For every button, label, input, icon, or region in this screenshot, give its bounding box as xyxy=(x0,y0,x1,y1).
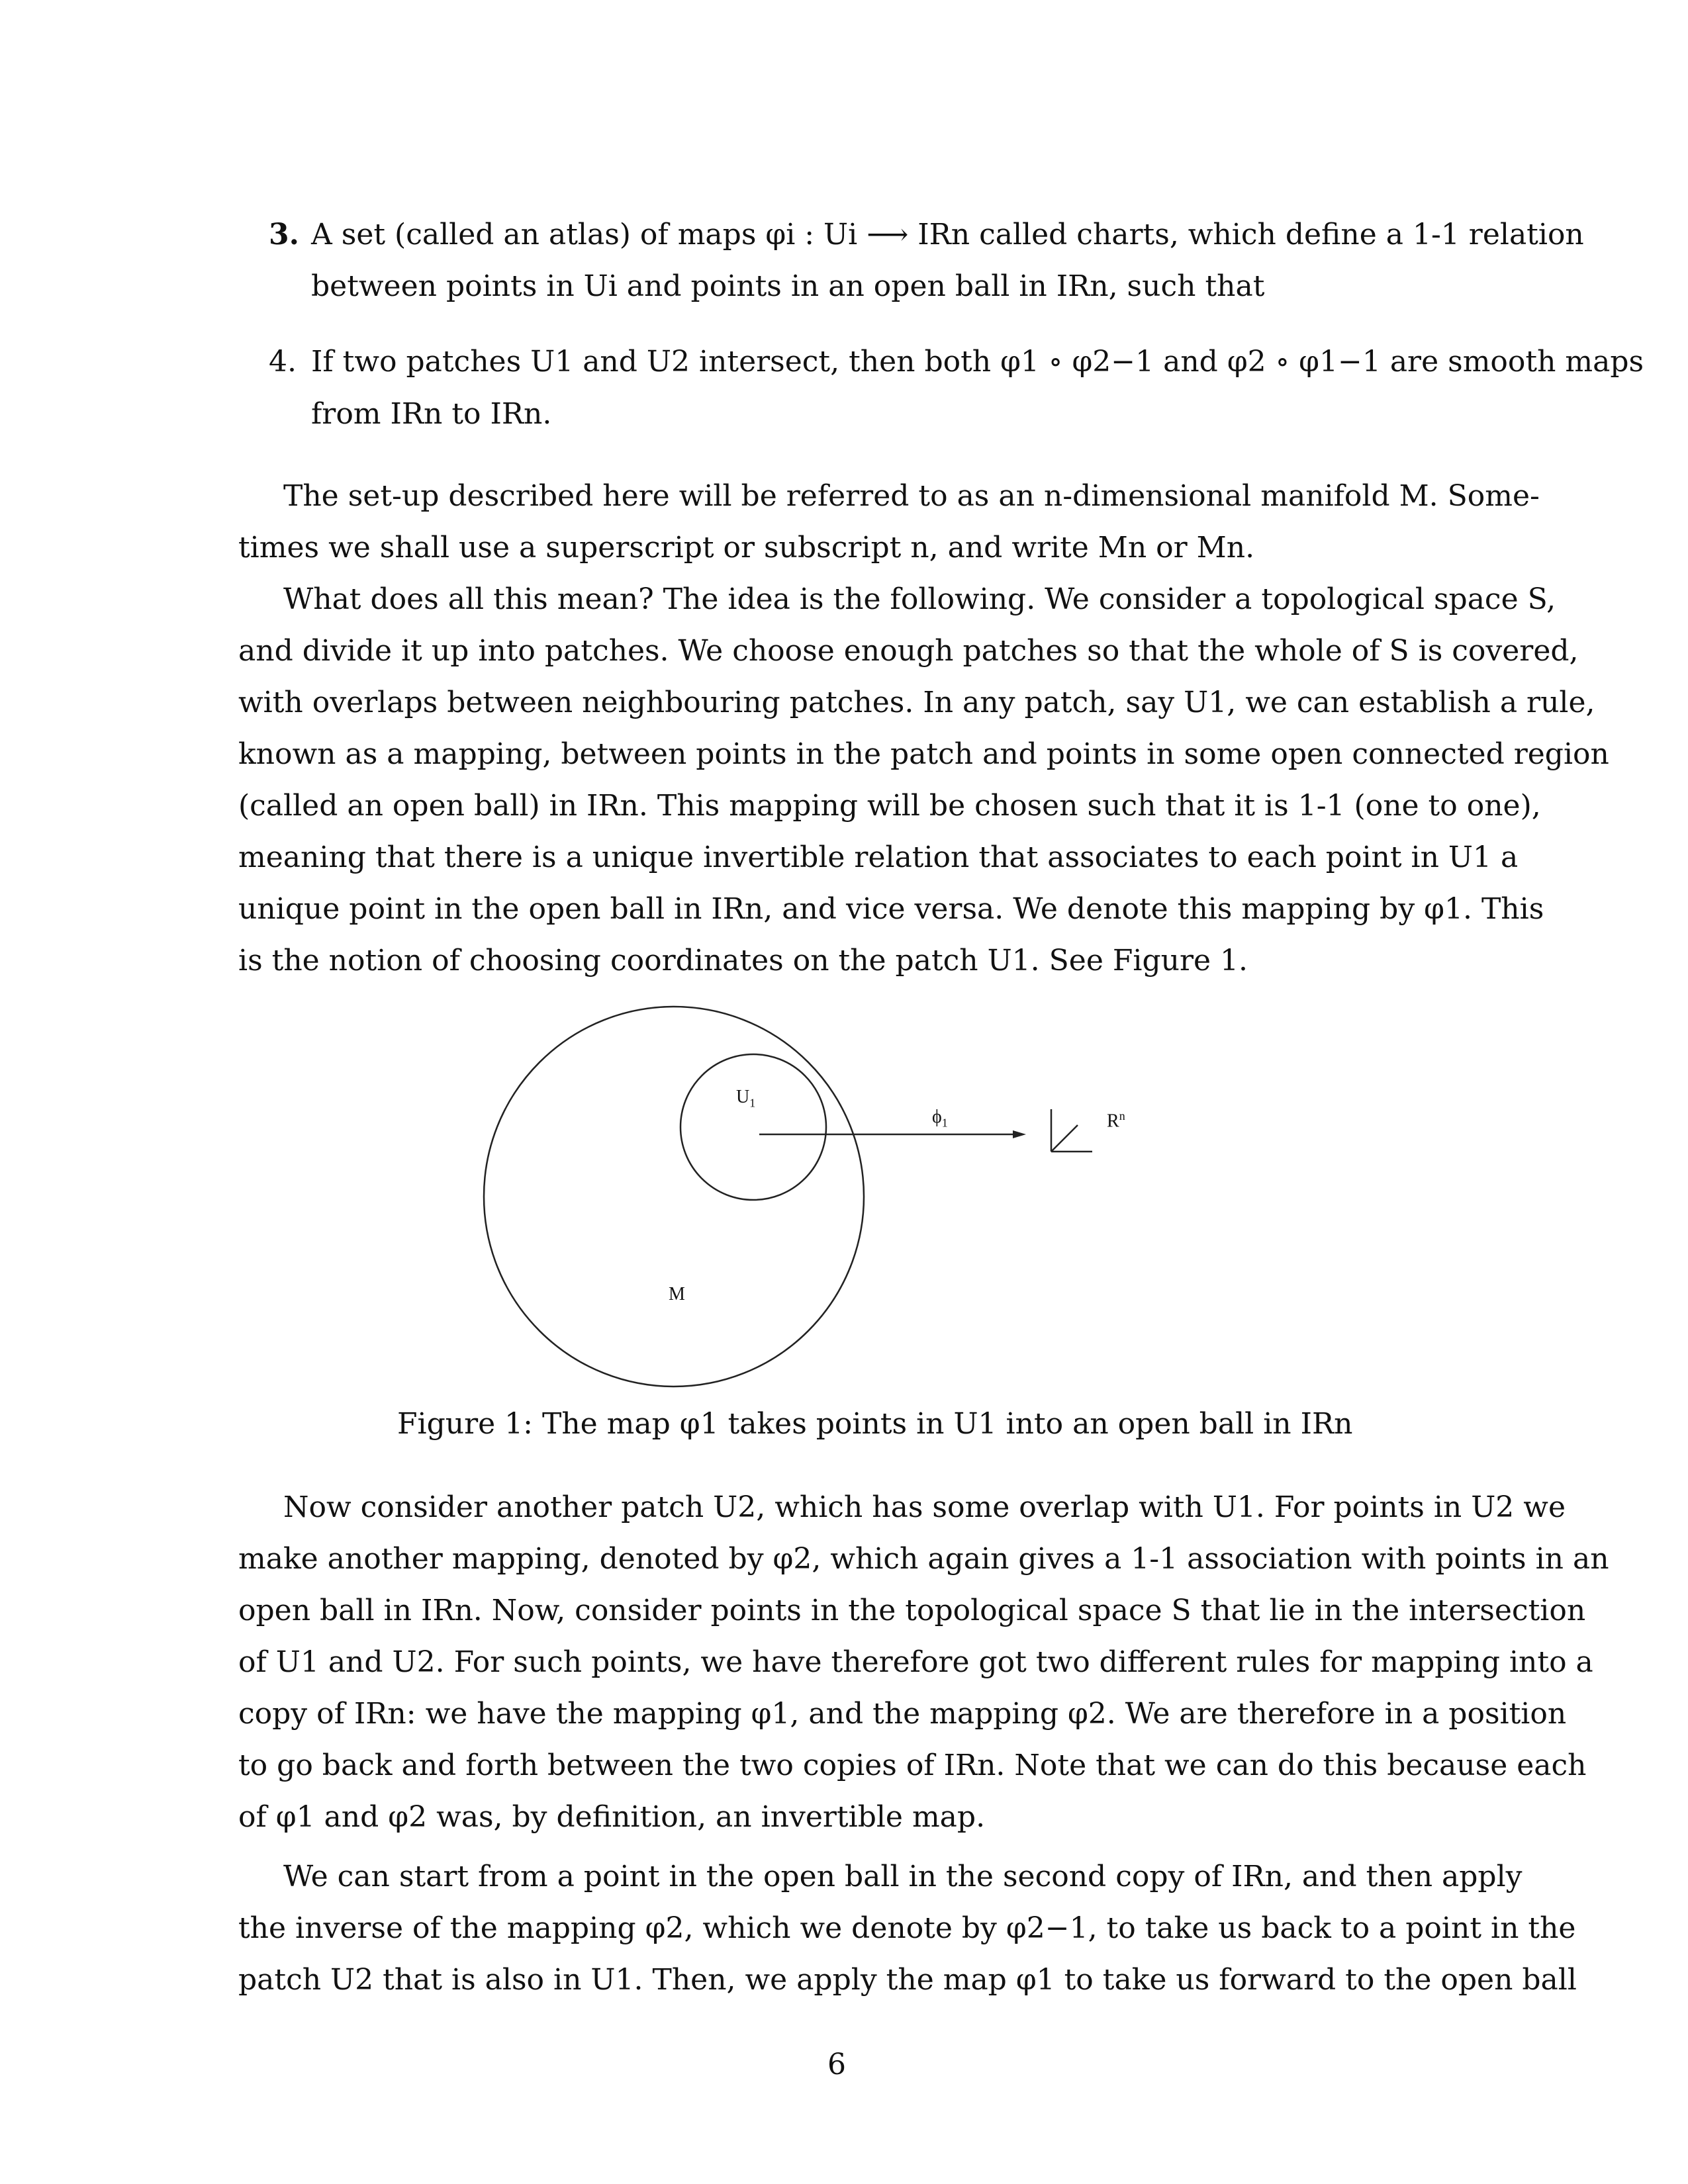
p3-line-6: to go back and forth between the two copies of IRn. Note that we can do this because each xyxy=(238,1749,1587,1782)
p3-line-4: of U1 and U2. For such points, we have therefore got two different rules for mapping into a xyxy=(238,1645,1593,1679)
figure-label-m: M xyxy=(669,1284,685,1304)
p4-line-2: the inverse of the mapping φ2, which we denote by φ2−1, to take us back to a point in the xyxy=(238,1911,1576,1945)
item-3-number: 3. xyxy=(269,218,299,251)
item-4-number: 4. xyxy=(269,345,297,379)
figure-caption: Figure 1: The map φ1 takes points in U1 into an open ball in IRn xyxy=(397,1407,1353,1441)
p3-line-7: of φ1 and φ2 was, by definition, an invertible map. xyxy=(238,1800,986,1834)
p3-line-1: Now consider another patch U2, which has some overlap with U1. For points in U2 we xyxy=(283,1490,1566,1524)
p2-line-6: meaning that there is a unique invertible relation that associates to each point in U1 a xyxy=(238,841,1519,874)
item-4-line-2: from IRn to IRn. xyxy=(311,397,552,431)
item-3-line-2: between points in Ui and points in an open ball in IRn, such that xyxy=(311,269,1265,303)
p2-line-8: is the notion of choosing coordinates on the patch U1. See Figure 1. xyxy=(238,944,1248,978)
p3-line-5: copy of IRn: we have the mapping φ1, and the mapping φ2. We are therefore in a position xyxy=(238,1697,1567,1731)
manifold-circle xyxy=(484,1007,864,1387)
p2-line-7: unique point in the open ball in IRn, and vice versa. We denote this mapping by φ1. This xyxy=(238,892,1544,926)
figure-label-phi: $\phi_1$ xyxy=(932,1107,948,1130)
p1-line-1: The set-up described here will be referred to as an n-dimensional manifold M. Some- xyxy=(283,479,1540,513)
p3-line-3: open ball in IRn. Now, consider points in the topological space S that lie in the intersection xyxy=(238,1594,1586,1627)
p4-line-1: We can start from a point in the open ball in the second copy of IRn, and then apply xyxy=(283,1860,1523,1893)
page-number: 6 xyxy=(827,2048,846,2081)
p2-line-3: with overlaps between neighbouring patches. In any patch, say U1, we can establish a rule, xyxy=(238,686,1595,719)
p4-line-3: patch U2 that is also in U1. Then, we apply the map φ1 to take us forward to the open ball xyxy=(238,1963,1577,1997)
p1-line-2: times we shall use a superscript or subscript n, and write Mn or Mn. xyxy=(238,531,1255,565)
p3-line-2: make another mapping, denoted by φ2, which again gives a 1-1 association with points in an xyxy=(238,1542,1609,1576)
p2-line-5: (called an open ball) in IRn. This mapping will be chosen such that it is 1-1 (one to one), xyxy=(238,789,1541,823)
axis-diagonal xyxy=(1051,1125,1078,1152)
figure-label-rn: $R^n$ xyxy=(1107,1109,1125,1132)
item-3-line-1: A set (called an atlas) of maps φi : Ui ⟶ IRn called charts, which define a 1-1 relation xyxy=(311,218,1584,251)
figure-label-u: $U_1$ xyxy=(736,1087,756,1110)
map-arrow-head xyxy=(1013,1130,1026,1138)
p2-line-4: known as a mapping, between points in the patch and points in some open connected region xyxy=(238,737,1609,771)
item-4-line-1: If two patches U1 and U2 intersect, then both φ1 ∘ φ2−1 and φ2 ∘ φ1−1 are smooth maps xyxy=(311,345,1644,379)
patch-circle xyxy=(680,1054,826,1200)
p2-line-2: and divide it up into patches. We choose enough patches so that the whole of S is covered, xyxy=(238,634,1579,668)
p2-line-1: What does all this mean? The idea is the following. We consider a topological space S, xyxy=(283,582,1556,616)
